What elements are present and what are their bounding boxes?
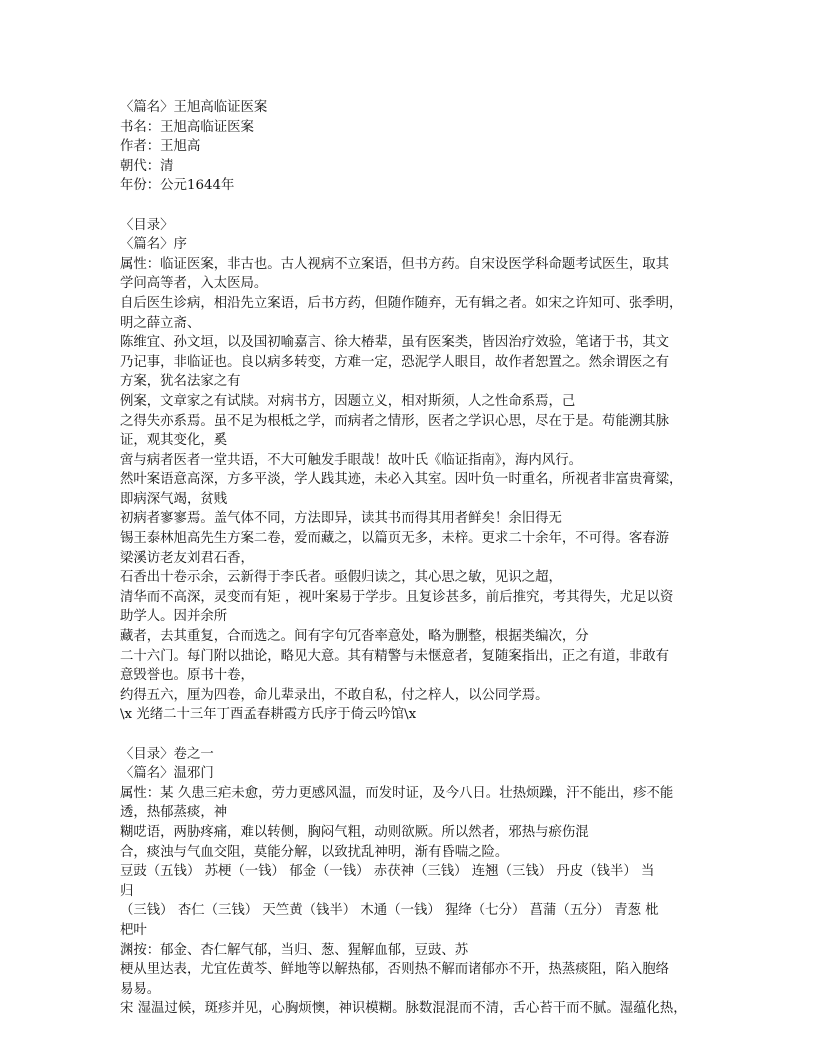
prescription-line: 杷叶 [120,922,147,938]
text-line: 例案，文章家之有试牍。对病书方，因题立义，相对斯须，人之性命系焉，己 [120,393,576,409]
text-line: 证，观其变化，奚 [120,433,228,449]
text-line: 助学人。因并余所 [120,609,228,625]
text-line: 石香出十卷示余，云新得于李氏者。亟假归读之，其心思之敏，见识之超， [120,570,562,586]
text-line: 清华而不高深，灵变而有矩 ，视叶案易于学步。且复诊甚多，前后推究，考其得失，尤足以资 [120,589,674,605]
preface-section [120,216,700,725]
section-title-line: 〈篇名〉温邪门 [120,766,214,782]
prescription-line: 归 [120,883,134,899]
text-line: 即病深气竭，贫贱 [120,491,228,507]
text-line: 梁溪访老友刘君石香， [120,550,254,566]
text-line: 藏者，去其重复，合而选之。间有字句冗沓率意处，略为删整，根据类编次，分 [120,629,589,645]
commentary-line: 梗从里达表，尤宜佐黄芩、鲜地等以解热郁，否则热不解而诸郁亦不开，热蒸痰阻，陷入胞络 [120,962,670,978]
text-line: 糊呓语，两胁疼痛，难以转侧，胸闷气粗，动则欲厥。所以然者，邪热与瘀伤混 [120,824,589,840]
text-line: 合，痰浊与气血交阻，莫能分解，以致扰乱神明，渐有昏喘之险。 [120,844,509,860]
text-line: 约得五六，厘为四卷，命儿辈录出，不敢自私，付之梓人，以公同学焉。 [120,687,549,703]
text-line: 明之薛立斋、 [120,315,201,331]
commentary-line: 渊按：郁金、杏仁解气郁，当归、葱、猩解血郁，豆豉、苏 [120,942,469,958]
signature-line: \x 光绪二十三年丁酉孟春耕霞方氏序于倚云吟馆\x [120,707,417,723]
spacer [120,725,700,745]
toc-line: 〈目录〉 [120,217,174,233]
text-line: 属性：某 久患三疟未愈，劳力更感风温，而发时证，及今八日。壮热烦躁，汗不能出，疹不能 [120,785,674,801]
year-line: 年份：公元1644年 [120,178,235,194]
text-line: 宋 湿温过候，斑疹并见，心胸烦懊，神识模糊。脉数混混而不清，舌心苔干而不腻。湿蕴化热， [120,1001,687,1017]
text-line: 陈维宜、孙文垣，以及国初喻嘉言、徐大椿辈，虽有医案类，皆因治疗效验，笔诸于书，其文 [120,335,670,351]
text-line: 意毁誉也。原书十卷， [120,668,254,684]
text-line: 然叶案语意高深，方多平淡，学人践其迹，未必入其室。因叶负一时重名，所视者非富贵膏粱， [120,472,683,488]
text-line: 啻与病者医者一堂共语，不大可触发手眼哉！故叶氏《临证指南》，海内风行。 [120,452,582,468]
dynasty-line: 朝代：清 [120,158,174,174]
text-line: 二十六门。每门附以拙论，略见大意。其有精警与未惬意者，复随案指出，正之有道，非敢有 [120,648,670,664]
commentary-line: 易易。 [120,981,161,997]
text-line: 学问高等者，入太医局。 [120,276,268,292]
document-page [120,98,700,1019]
chapter-one-section [120,745,700,1019]
book-name-line: 书名：王旭高临证医案 [120,119,254,135]
prescription-line: 豆豉（五钱） 苏梗（一钱） 郁金（一钱） 赤茯神（三钱） 连翘（三钱） 丹皮（钱半） 当 [120,864,655,880]
text-line: 自后医生诊病，相沿先立案语，后书方药，但随作随弃，无有辑之者。如宋之许知可、张季明， [120,295,683,311]
text-line: 方案，犹名法家之有 [120,374,241,390]
text-line: 初病者寥寥焉。盖气体不同，方法即异，读其书而得其用者鲜矣！余旧得无 [120,511,562,527]
prescription-line: （三钱） 杏仁（三钱） 天竺黄（钱半） 木通（一钱） 猩绛（七分） 菖蒲（五分） 青葱 枇 [120,903,659,919]
author-line: 作者：王旭高 [120,139,201,155]
text-line: 属性：临证医案，非古也。古人视病不立案语，但书方药。自宋设医学科命题考试医生，取其 [120,256,670,272]
section-title-line: 〈篇名〉序 [120,237,187,253]
text-line: 锡王泰林旭高先生方案二卷，爱而藏之，以篇页无多，未梓。更求二十余年，不可得。客春游 [120,531,670,547]
text-line: 透，热郁蒸痰，神 [120,805,228,821]
toc-line: 〈目录〉卷之一 [120,746,214,762]
header-block [120,98,700,196]
text-line: 乃记事，非临证也。良以病多转变，方难一定，恐泥学人眼目，故作者恕置之。然余谓医之有 [120,354,670,370]
book-title-line: 〈篇名〉王旭高临证医案 [120,100,268,115]
text-line: 之得失亦系焉。虽不足为根柢之学，而病者之情形，医者之学识心思，尽在于是。苟能溯其脉 [120,413,670,429]
spacer [120,196,700,216]
